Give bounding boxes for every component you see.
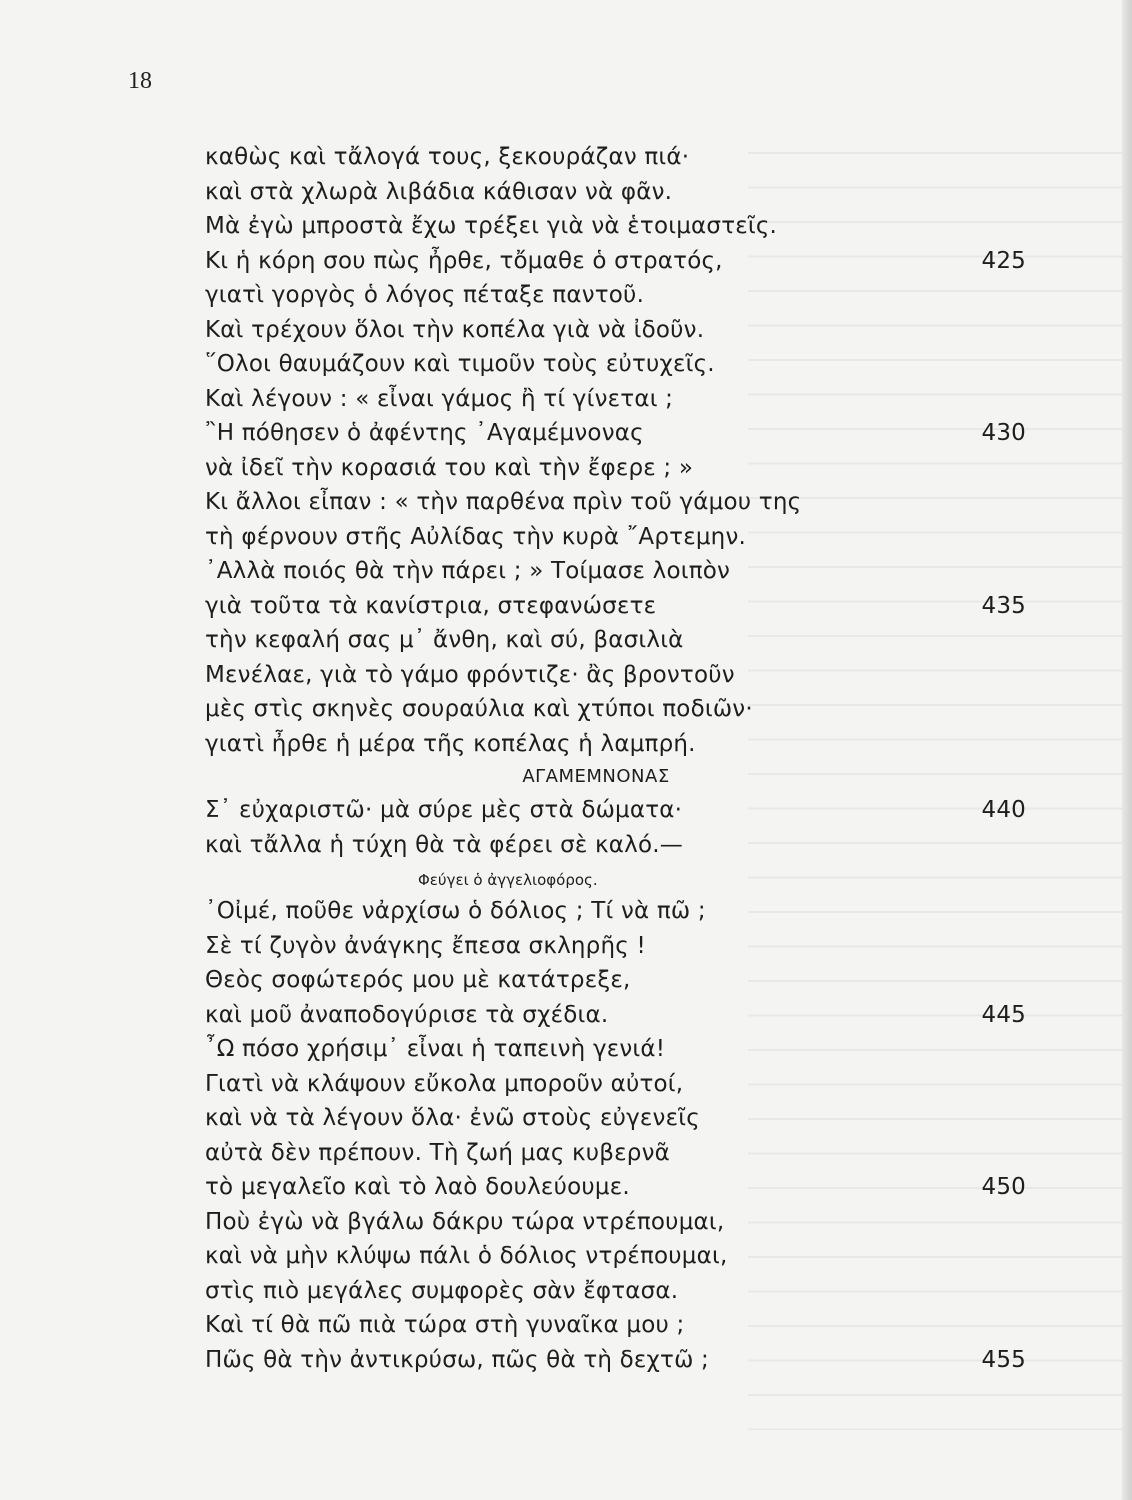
verse-text: Μενέλαε, γιὰ τὸ γάμο φρόντιζε· ἂς βροντοῦν bbox=[205, 661, 735, 688]
verse-text: Ποὺ ἐγὼ νὰ βγάλω δάκρυ τώρα ντρέπουμαι, bbox=[205, 1208, 725, 1235]
verse-text: τὴν κεφαλή σας μ᾿ ἄνθη, καὶ σύ, βασιλιὰ bbox=[205, 627, 684, 653]
verse-line bbox=[0, 727, 1132, 762]
verse-text: Καὶ τρέχουν ὅλοι τὴν κοπέλα γιὰ νὰ ἰδοῦν. bbox=[205, 316, 705, 343]
page-number: 18 bbox=[128, 68, 152, 94]
verse-text: καθὼς καὶ τἄλογά τους, ξεκουράζαν πιά· bbox=[205, 144, 690, 170]
verse-text: καὶ νὰ τὰ λέγουν ὅλα· ἐνῶ στοὺς εὐγενεῖς bbox=[205, 1105, 700, 1131]
verse-line bbox=[0, 140, 1132, 175]
verse-text: Μὰ ἐγὼ μπροστὰ ἔχω τρέξει γιὰ νὰ ἑτοιμαστεῖς. bbox=[205, 213, 778, 239]
verse-text: καὶ νὰ μὴν κλύψω πάλι ὁ δόλιος ντρέπουμαι, bbox=[205, 1243, 728, 1269]
verse-line bbox=[0, 347, 1132, 382]
verse-line bbox=[0, 692, 1132, 727]
verse-text: ᾿Αλλὰ ποιός θὰ τὴν πάρει ; » Τοίμασε λοιπὸν bbox=[205, 558, 731, 584]
verse-text: Καὶ τί θὰ πῶ πιὰ τώρα στὴ γυναῖκα μου ; bbox=[205, 1312, 685, 1338]
verse-line bbox=[0, 1308, 1132, 1343]
verse-text: Γιατὶ νὰ κλάψουν εὔκολα μποροῦν αὐτοί, bbox=[205, 1070, 684, 1097]
verse-text: στὶς πιὸ μεγάλες συμφορὲς σὰν ἔφτασα. bbox=[205, 1277, 679, 1304]
verse-line bbox=[0, 451, 1132, 486]
verse-line bbox=[0, 1343, 1132, 1378]
verse-line bbox=[0, 520, 1132, 555]
verse-text: Θεὸς σοφώτερός μου μὲ κατάτρεξε, bbox=[205, 967, 631, 993]
verse-text: Σὲ τί ζυγὸν ἀνάγκης ἔπεσα σκληρῆς ! bbox=[205, 932, 646, 959]
verse-line bbox=[0, 175, 1132, 210]
verse-line bbox=[0, 1239, 1132, 1274]
verse-text: τὸ μεγαλεῖο καὶ τὸ λαὸ δουλεύουμε. bbox=[205, 1174, 630, 1200]
verse-text: ῍Η πόθησεν ὁ ἀφέντης ᾿Αγαμέμνονας bbox=[205, 420, 644, 446]
verse-line bbox=[0, 998, 1132, 1033]
verse-line bbox=[0, 1136, 1132, 1171]
verse-line bbox=[0, 589, 1132, 624]
line-number: 455 bbox=[981, 1346, 1026, 1373]
verse-line bbox=[0, 658, 1132, 693]
verse-line bbox=[0, 1101, 1132, 1136]
verse-text: μὲς στὶς σκηνὲς σουραύλια καὶ χτύποι ποδιῶν· bbox=[205, 696, 753, 722]
verse-line bbox=[0, 1032, 1132, 1067]
verse-text: καὶ μοῦ ἀναποδογύρισε τὰ σχέδια. bbox=[205, 1001, 609, 1028]
verse-line bbox=[0, 416, 1132, 451]
verse-text: τὴ φέρνουν στῆς Αὐλίδας τὴν κυρὰ ῎Αρτεμην. bbox=[205, 523, 747, 550]
verse-line bbox=[0, 929, 1132, 964]
verse-text: καὶ τἄλλα ἡ τύχη θὰ τὰ φέρει σὲ καλό.— bbox=[205, 831, 683, 858]
verse-group-3 bbox=[0, 894, 1132, 1377]
verse-line bbox=[0, 793, 1132, 828]
line-number: 435 bbox=[981, 592, 1026, 619]
line-number: 440 bbox=[981, 797, 1026, 823]
verse-line bbox=[0, 1170, 1132, 1205]
verse-text: ῞Ολοι θαυμάζουν καὶ τιμοῦν τοὺς εὐτυχεῖς. bbox=[205, 351, 715, 377]
speaker-name: ΑΓΑΜΕΜΝΟΝΑΣ bbox=[522, 766, 670, 787]
verse-line bbox=[0, 623, 1132, 658]
line-number: 425 bbox=[981, 247, 1026, 274]
verse-text: γιὰ τοῦτα τὰ κανίστρια, στεφανώσετε bbox=[205, 592, 657, 619]
verse-line bbox=[0, 313, 1132, 348]
verse-line bbox=[0, 209, 1132, 244]
verse-text: αὐτὰ δὲν πρέπουν. Τὴ ζωή μας κυβερνᾶ bbox=[205, 1139, 671, 1166]
verse-line bbox=[0, 1274, 1132, 1309]
verse-line bbox=[0, 244, 1132, 279]
verse-text: ᾿Οἰμέ, ποῦθε νἀρχίσω ὁ δόλιος ; Τί νὰ πῶ ; bbox=[205, 898, 706, 924]
line-number: 430 bbox=[981, 420, 1026, 446]
verse-group-1 bbox=[0, 140, 1132, 761]
verse-text: γιατὶ ἦρθε ἡ μέρα τῆς κοπέλας ἡ λαμπρή. bbox=[205, 730, 696, 757]
line-number: 445 bbox=[981, 1001, 1026, 1028]
verse-text: Κι ἄλλοι εἶπαν : « τὴν παρθένα πρὶν τοῦ γάμου της bbox=[205, 489, 802, 515]
verse-line bbox=[0, 382, 1132, 417]
verse-line bbox=[0, 554, 1132, 589]
verse-line bbox=[0, 894, 1132, 929]
verse-text: Κι ἡ κόρη σου πὼς ἦρθε, τὄμαθε ὁ στρατός, bbox=[205, 247, 723, 274]
line-number: 450 bbox=[981, 1174, 1026, 1200]
verse-text: Σ᾿ εὐχαριστῶ· μὰ σύρε μὲς στὰ δώματα· bbox=[205, 797, 683, 823]
stage-direction: Φεύγει ὁ ἀγγελιοφόρος. bbox=[418, 871, 598, 889]
verse-line bbox=[0, 1067, 1132, 1102]
verse-line bbox=[0, 828, 1132, 863]
verse-text: Πῶς θὰ τὴν ἀντικρύσω, πῶς θὰ τὴ δεχτῶ ; bbox=[205, 1346, 710, 1373]
verse-text: νὰ ἰδεῖ τὴν κορασιά του καὶ τὴν ἔφερε ; » bbox=[205, 454, 694, 481]
verse-block bbox=[0, 140, 1132, 1377]
verse-line bbox=[0, 963, 1132, 998]
verse-text: ῏Ω πόσο χρήσιμ᾿ εἶναι ἡ ταπεινὴ γενιά! bbox=[205, 1036, 666, 1062]
verse-line bbox=[0, 278, 1132, 313]
verse-group-2 bbox=[0, 793, 1132, 862]
verse-text: Καὶ λέγουν : « εἶναι γάμος ἢ τί γίνεται ; bbox=[205, 385, 674, 412]
verse-text: καὶ στὰ χλωρὰ λιβάδια κάθισαν νὰ φᾶν. bbox=[205, 178, 673, 205]
verse-text: γιατὶ γοργὸς ὁ λόγος πέταξε παντοῦ. bbox=[205, 282, 645, 308]
verse-line bbox=[0, 1205, 1132, 1240]
verse-line bbox=[0, 485, 1132, 520]
